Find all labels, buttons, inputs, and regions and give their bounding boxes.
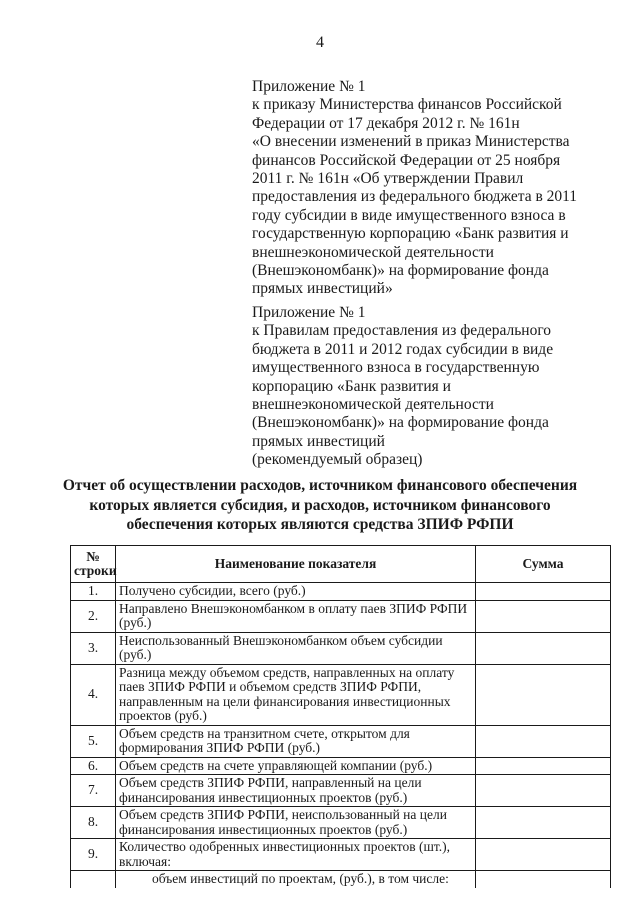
appendix-line: (рекомендуемый образец) [252, 451, 423, 469]
row-number [71, 871, 116, 888]
appendix-line: корпорацию «Банк развития и [252, 377, 451, 395]
report-title-line: обеспечения которых являются средства ЗПИФ РФПИ [126, 516, 514, 533]
report-title [50, 476, 590, 535]
appendix-line: (Внешэкономбанк)» на формирование фонда [252, 262, 549, 280]
page-number: 4 [316, 34, 324, 51]
table-row [71, 807, 611, 839]
appendix-line: предоставления из федерального бюджета в 2011 [252, 188, 578, 206]
row-indicator: Направлено Внешэкономбанком в оплату паев ЗПИФ РФПИ (руб.) [116, 600, 476, 632]
table-row [71, 632, 611, 664]
appendix-heading-rules [252, 304, 592, 470]
row-amount [476, 600, 611, 632]
row-amount [476, 725, 611, 757]
row-number: 2. [71, 600, 116, 632]
appendix-line: (Внешэкономбанк)» на формирование фонда [252, 414, 549, 432]
row-indicator: Получено субсидии, всего (руб.) [116, 583, 476, 601]
row-indicator: Объем средств на счете управляющей компании (руб.) [116, 757, 476, 775]
row-number: 1. [71, 583, 116, 601]
row-amount [476, 664, 611, 725]
appendix-line: прямых инвестиций [252, 432, 385, 450]
appendix-line: году субсидии в виде имущественного взноса в [252, 206, 566, 224]
appendix-line: внешнеэкономической деятельности [252, 243, 494, 261]
row-amount [476, 871, 611, 888]
appendix-line: внешнеэкономической деятельности [252, 396, 494, 414]
row-indicator: объем инвестиций по проектам, (руб.), в том числе: [116, 871, 476, 888]
row-amount [476, 807, 611, 839]
header-row-number: № строки [71, 546, 116, 583]
appendix-line: прямых инвестиций» [252, 280, 393, 298]
row-indicator: Разница между объемом средств, направленных на оплату паев ЗПИФ РФПИ и объемом средств ЗПИФ РФПИ, направленным на цели финансирования инвестиционных проектов (руб.) [116, 664, 476, 725]
row-indicator: Объем средств ЗПИФ РФПИ, неиспользованный на цели финансирования инвестиционных проектов (руб.) [116, 807, 476, 839]
table-row [71, 757, 611, 775]
table-header-row [71, 546, 611, 583]
table-row [71, 775, 611, 807]
report-title-line: которых является субсидия, и расходов, источником финансового [89, 496, 551, 514]
appendix-line: государственную корпорацию «Банк развития и [252, 225, 569, 243]
appendix-heading-order [252, 78, 592, 299]
appendix-line: Приложение № 1 [252, 304, 366, 321]
report-title-line: Отчет об осуществлении расходов, источником финансового обеспечения [62, 477, 578, 494]
appendix-line: к приказу Министерства финансов Российской [252, 96, 562, 114]
header-amount: Сумма [476, 546, 611, 583]
table-row [71, 839, 611, 871]
row-indicator: Объем средств на транзитном счете, открытом для формирования ЗПИФ РФПИ (руб.) [116, 725, 476, 757]
appendix-line: имущественного взноса в государственную [252, 359, 540, 377]
row-amount [476, 839, 611, 871]
row-indicator: Количество одобренных инвестиционных проектов (шт.), включая: [116, 839, 476, 871]
table-row [71, 664, 611, 725]
report-table [70, 545, 611, 888]
row-number: 7. [71, 775, 116, 807]
header-indicator: Наименование показателя [116, 546, 476, 583]
table-row [71, 583, 611, 601]
table-row [71, 725, 611, 757]
table-row [71, 871, 611, 888]
row-number: 9. [71, 839, 116, 871]
row-amount [476, 583, 611, 601]
appendix-line: финансов Российской Федерации от 25 ноября [252, 151, 561, 169]
appendix-line: 2011 г. № 161н «Об утверждении Правил [252, 170, 524, 188]
row-number: 8. [71, 807, 116, 839]
appendix-line: к Правилам предоставления из федерального [252, 322, 552, 340]
row-amount [476, 775, 611, 807]
row-number: 6. [71, 757, 116, 775]
row-amount [476, 632, 611, 664]
appendix-line: Федерации от 17 декабря 2012 г. № 161н [252, 114, 520, 132]
row-indicator: Объем средств ЗПИФ РФПИ, направленный на цели финансирования инвестиционных проектов (руб.) [116, 775, 476, 807]
row-amount [476, 757, 611, 775]
appendix-line: «О внесении изменений в приказ Министерства [252, 133, 570, 151]
row-indicator: Неиспользованный Внешэкономбанком объем субсидии (руб.) [116, 632, 476, 664]
row-number: 4. [71, 664, 116, 725]
row-number: 3. [71, 632, 116, 664]
table-row [71, 600, 611, 632]
appendix-line: Приложение № 1 [252, 78, 366, 95]
appendix-line: бюджета в 2011 и 2012 годах субсидии в виде [252, 340, 554, 358]
row-number: 5. [71, 725, 116, 757]
